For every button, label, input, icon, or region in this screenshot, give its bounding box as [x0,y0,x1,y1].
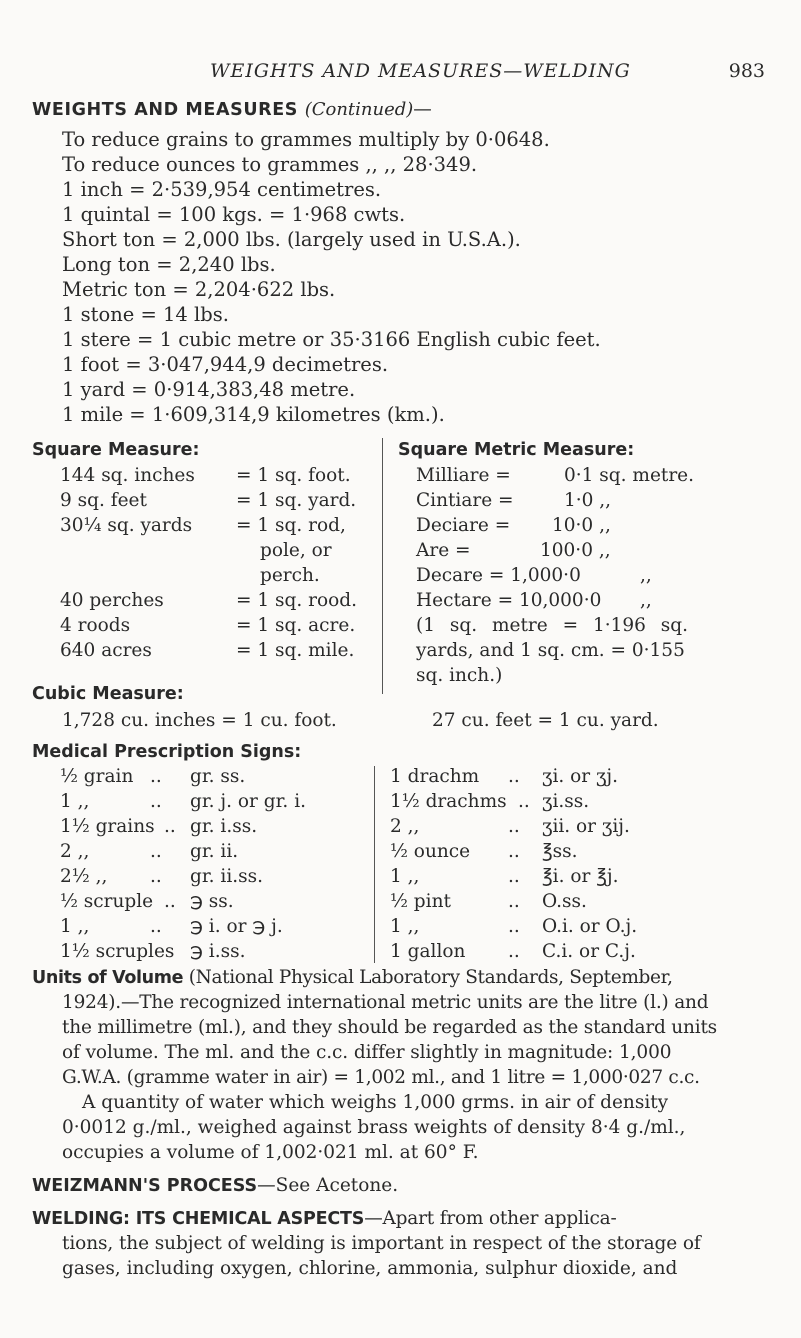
med-dots: .. [164,816,176,837]
conversion-line [62,152,477,177]
units-volume-line: the millimetre (ml.), and they should be regarded as the standard units [62,1017,717,1038]
med-qty: 1½ drachms [390,791,507,812]
square-metric-heading: Square Metric Measure: [398,440,635,460]
med-dots: .. [508,841,520,862]
med-qty: 1 drachm [390,766,480,787]
medical-table-left [60,764,370,964]
conversion-line: Metric ton = 2,204·622 lbs. [62,278,336,301]
metric-name: Decare = 1,000·0 [416,565,581,586]
sq-left: 9 sq. feet [60,490,147,511]
sq-right: = 1 sq. rod, [236,515,346,536]
weizmann-heading: WEIZMANN'S PROCESS [32,1176,258,1196]
sq-right: = 1 sq. rood. [236,590,357,611]
metric-value: 0·1 sq. metre. [564,465,694,486]
cubic-left: 1,728 cu. inches = 1 cu. foot. [62,710,337,731]
med-dots: .. [164,891,176,912]
units-volume-first-line [32,965,673,991]
metric-value: ,, [640,565,652,586]
med-sign: ʒii. or ʒij. [542,816,630,837]
conversion-line: To reduce grains to grammes multiply by 0·0648. [62,128,550,151]
med-sign: ʒi. or ʒj. [542,766,619,787]
med-sign: gr. ii. [190,841,239,862]
conversion-line: 1 foot = 3·047,944,9 decimetres. [62,353,389,376]
conversion-line: 1 stone = 14 lbs. [62,303,229,326]
metric-name: Hectare = 10,000·0 [416,590,602,611]
sq-right: = 1 sq. foot. [236,465,351,486]
conversion-text: To reduce ounces to grammes ,, ,, 28·349. [62,153,478,176]
med-sign: ℈ i.ss. [190,941,246,962]
units-volume-line: G.W.A. (gramme water in air) = 1,002 ml., and 1 litre = 1,000·027 c.c. [62,1067,700,1088]
units-volume-line: A quantity of water which weighs 1,000 grms. in air of density [82,1092,669,1113]
square-measure-heading: Square Measure: [32,440,200,460]
metric-value: 1·0 ,, [564,490,612,511]
med-sign: gr. i.ss. [190,816,258,837]
med-qty: ½ scruple [60,891,154,912]
med-dots: .. [518,791,530,812]
sq-right: = 1 sq. yard. [236,490,357,511]
units-volume-text: (National Physical Laboratory Standards, September, [183,967,673,988]
units-volume-line: occupies a volume of 1,002·021 ml. at 60° F. [62,1142,479,1163]
med-qty: 2 ,, [390,816,420,837]
med-qty: 2½ ,, [60,866,108,887]
metric-name: Deciare = [416,515,511,536]
metric-note-line: (1 sq. metre = 1·196 sq. [416,615,689,636]
med-qty: 1 ,, [60,916,90,937]
med-sign: ℥i. or ℥j. [542,866,619,887]
metric-value: ,, [640,590,652,611]
units-volume-line: 0·0012 g./ml., weighed against brass weights of density 8·4 g./ml., [62,1117,686,1138]
med-qty: ½ pint [390,891,451,912]
med-sign: ʒi.ss. [542,791,590,812]
med-dots: .. [150,866,162,887]
heading-continued: (Continued) [304,99,414,120]
med-sign: gr. ss. [190,766,246,787]
conversion-line: 1 yard = 0·914,383,48 metre. [62,378,356,401]
metric-value: 100·0 ,, [540,540,611,561]
running-header [60,60,765,86]
med-qty: 2 ,, [60,841,90,862]
sq-right: pole, or [260,540,332,561]
square-measure-table [60,463,380,673]
med-qty: 1 ,, [390,916,420,937]
med-qty: ½ grain [60,766,134,787]
weizmann-text: —See Acetone. [257,1175,399,1196]
sq-left: 4 roods [60,615,131,636]
med-qty: 1 ,, [390,866,420,887]
welding-line: tions, the subject of welding is important in respect of the storage of [62,1233,701,1254]
med-dots: .. [508,916,520,937]
med-dots: .. [508,941,520,962]
med-qty: 1 ,, [60,791,90,812]
medical-table-right [390,764,770,964]
med-sign: ℥ss. [542,841,578,862]
conversion-line: 1 stere = 1 cubic metre or 35·3166 English cubic feet. [62,328,601,351]
med-qty: 1 gallon [390,941,466,962]
medical-heading: Medical Prescription Signs: [32,742,302,762]
metric-note-line: yards, and 1 sq. cm. = 0·155 [416,640,685,661]
med-sign: O.ss. [542,891,587,912]
page-number: 983 [728,60,765,82]
med-qty: 1½ grains [60,816,155,837]
med-sign: ℈ ss. [190,891,234,912]
square-metric-table [416,463,766,613]
heading-title: WEIGHTS AND MEASURES [32,100,298,120]
welding-text: —Apart from other applica- [364,1208,617,1229]
sq-left: 640 acres [60,640,152,661]
med-dots: .. [508,816,520,837]
cubic-measure-heading: Cubic Measure: [32,684,184,704]
conversion-line: Short ton = 2,000 lbs. (largely used in U.S.A.). [62,228,521,251]
medical-divider [374,766,375,963]
heading-dash: — [413,99,432,120]
med-dots: .. [150,766,162,787]
med-dots: .. [508,866,520,887]
med-qty: ½ ounce [390,841,471,862]
conversion-line: Long ton = 2,240 lbs. [62,253,276,276]
med-sign: gr. ii.ss. [190,866,263,887]
cubic-right: 27 cu. feet = 1 cu. yard. [432,710,659,731]
welding-first-line [32,1206,617,1232]
column-divider [382,438,383,694]
section-heading-weights [32,97,432,123]
metric-note-line: sq. inch.) [416,665,503,686]
metric-name: Cintiare = [416,490,514,511]
units-volume-line: 1924).—The recognized international metric units are the litre (l.) and [62,992,709,1013]
sq-left: 30¼ sq. yards [60,515,193,536]
welding-line: gases, including oxygen, chlorine, ammonia, sulphur dioxide, and [62,1258,678,1279]
metric-name: Are = [416,540,471,561]
med-dots: .. [508,891,520,912]
med-dots: .. [150,841,162,862]
conversion-line: 1 mile = 1·609,314,9 kilometres (km.). [62,403,445,426]
sq-right: = 1 sq. mile. [236,640,355,661]
metric-value: 10·0 ,, [552,515,611,536]
med-sign: ℈ i. or ℈ j. [190,916,283,937]
sq-left: 144 sq. inches [60,465,195,486]
med-dots: .. [150,791,162,812]
sq-right: = 1 sq. acre. [236,615,356,636]
med-sign: O.i. or O.j. [542,916,638,937]
med-sign: gr. j. or gr. i. [190,791,306,812]
conversion-line: 1 inch = 2·539,954 centimetres. [62,178,382,201]
sq-left: 40 perches [60,590,164,611]
units-volume-line: of volume. The ml. and the c.c. differ slightly in magnitude: 1,000 [62,1042,672,1063]
med-sign: C.i. or C.j. [542,941,636,962]
conversion-line: 1 quintal = 100 kgs. = 1·968 cwts. [62,203,406,226]
med-dots: .. [508,766,520,787]
weizmann-entry [32,1173,398,1199]
sq-right: perch. [260,565,320,586]
med-dots: .. [150,916,162,937]
units-volume-heading: Units of Volume [32,968,184,988]
welding-heading: WELDING: ITS CHEMICAL ASPECTS [32,1209,365,1229]
running-title: WEIGHTS AND MEASURES—WELDING [210,60,631,82]
med-qty: 1½ scruples [60,941,175,962]
metric-name: Milliare = [416,465,511,486]
